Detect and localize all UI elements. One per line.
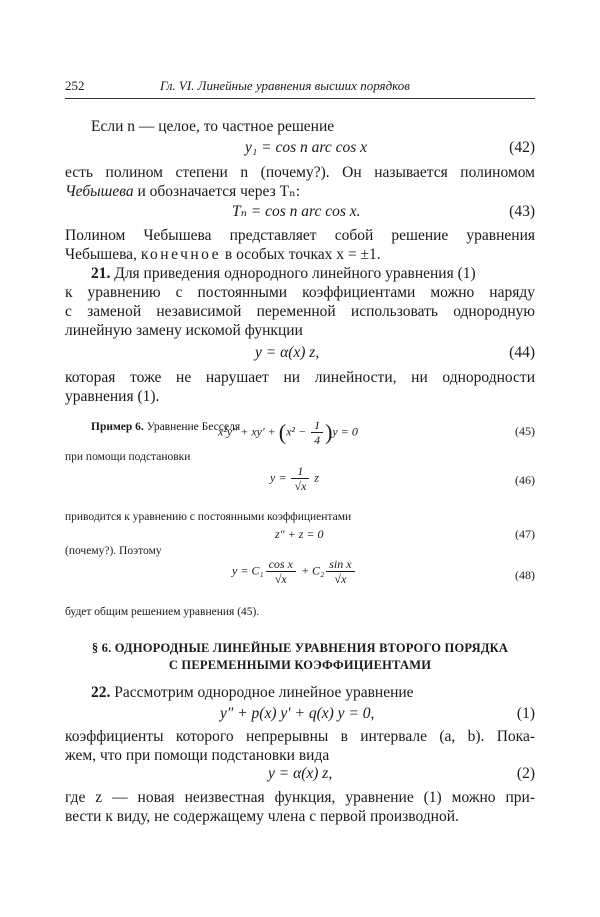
example-line: будет общим решением уравнения (45). (65, 606, 260, 618)
header-rule (65, 98, 535, 99)
fraction (311, 418, 323, 447)
fraction-denominator: 4 (314, 433, 321, 447)
example-line: приводится к уравнению с постоянными коэффициентами (65, 511, 352, 523)
equation-42: y₁ = cos n arc cos x (245, 139, 368, 156)
fraction-denominator: √x (334, 572, 347, 586)
spaced-term: конечное (140, 246, 222, 263)
text-line: с заменой независимой переменной использовать однородную (65, 303, 535, 320)
equation-44: y = α(x) z, (255, 344, 320, 361)
text-line: уравнения (1). (65, 388, 160, 405)
eq45-right: y = 0 (332, 424, 358, 439)
page-number: 252 (65, 78, 85, 93)
paragraph-number: 22. (91, 684, 111, 701)
fraction-numerator: 1 (311, 418, 323, 433)
section-title: С ПЕРЕМЕННЫМИ КОЭФФИЦИЕНТАМИ (168, 658, 432, 672)
fraction (291, 464, 309, 493)
equation-number: (42) (509, 139, 535, 156)
equation-1: y″ + p(x) y′ + q(x) y = 0, (220, 705, 375, 722)
right-paren: ) (325, 419, 333, 445)
fraction-denominator: √x (274, 572, 287, 586)
text-line: линейную замену искомой функции (65, 322, 303, 339)
equation-number: (46) (515, 473, 535, 487)
text-fragment: и обозначается через Tₙ: (133, 183, 301, 200)
equation-46 (270, 464, 319, 493)
equation-number: (44) (509, 344, 535, 361)
equation-43: Tₙ = cos n arc cos x. (232, 203, 361, 220)
fraction (266, 557, 296, 586)
text-fragment: Рассмотрим однородное линейное уравнение (110, 684, 414, 701)
equation-2: y = α(x) z, (268, 765, 333, 782)
text-line: вести к виду, не содержащему члена с первой производной. (65, 808, 459, 825)
text-line: жем, что при помощи подстановки вида (65, 747, 330, 764)
equation-number: (48) (515, 568, 535, 582)
text-line (65, 264, 535, 283)
eq45-mid: x² − (286, 424, 310, 439)
text-line: коэффициенты которого непрерывны в интервале (a, b). Пока- (65, 728, 535, 745)
equation-45 (218, 418, 358, 447)
equation-number: (47) (515, 527, 535, 541)
paragraph-number: 21. (91, 265, 111, 282)
equation-number: (43) (509, 203, 535, 220)
equation-48 (232, 557, 357, 586)
text-fragment: Чебышева, (65, 246, 141, 263)
text-line (65, 683, 535, 702)
text-line: Полином Чебышева представляет собой решение уравнения (65, 227, 535, 244)
italic-term: Чебышева (65, 183, 134, 200)
text-line (65, 245, 535, 264)
text-line: которая тоже не нарушает ни линейности, ни однородности (65, 369, 535, 386)
left-paren: ( (278, 419, 287, 445)
equation-47: z″ + z = 0 (275, 527, 324, 541)
example-line: при помощи подстановки (65, 451, 191, 463)
eq48-b: + C₂ (297, 563, 325, 578)
text-line: есть полином степени n (почему?). Он называется полиномом (65, 164, 535, 181)
text-line: Если n — целое, то частное решение (91, 118, 335, 135)
text-line: где z — новая неизвестная функция, уравнение (1) можно при- (65, 789, 535, 806)
example-label: Пример 6. (91, 421, 144, 433)
fraction-numerator: sin x (326, 557, 354, 572)
equation-number: (1) (516, 705, 535, 722)
equation-number: (45) (515, 424, 535, 438)
text-fragment: в особых точках x = ±1. (221, 246, 381, 263)
fraction-numerator: 1 (291, 464, 309, 479)
equation-number: (2) (516, 765, 535, 782)
eq48-a: y = C₁ (232, 563, 264, 578)
text-fragment: Для приведения однородного линейного уравнения (1) (110, 265, 476, 282)
eq46-left: y = (270, 470, 290, 485)
fraction (326, 557, 354, 586)
eq46-right: z (311, 470, 320, 485)
fraction-denominator: √x (294, 479, 307, 493)
example-line: (почему?). Поэтому (65, 545, 162, 557)
text-line (65, 182, 535, 201)
text-line: к уравнению с постоянными коэффициентами можно наряду (65, 284, 535, 301)
text-fragment: Уравнение Бесселя (143, 421, 241, 433)
running-title: Гл. VI. Линейные уравнения высших порядков (160, 78, 410, 93)
eq45-left: x²y″ + xy′ + (218, 424, 279, 439)
section-title: § 6. ОДНОРОДНЫЕ ЛИНЕЙНЫЕ УРАВНЕНИЯ ВТОРОГО ПОРЯДКА (91, 641, 509, 655)
fraction-numerator: cos x (266, 557, 296, 572)
